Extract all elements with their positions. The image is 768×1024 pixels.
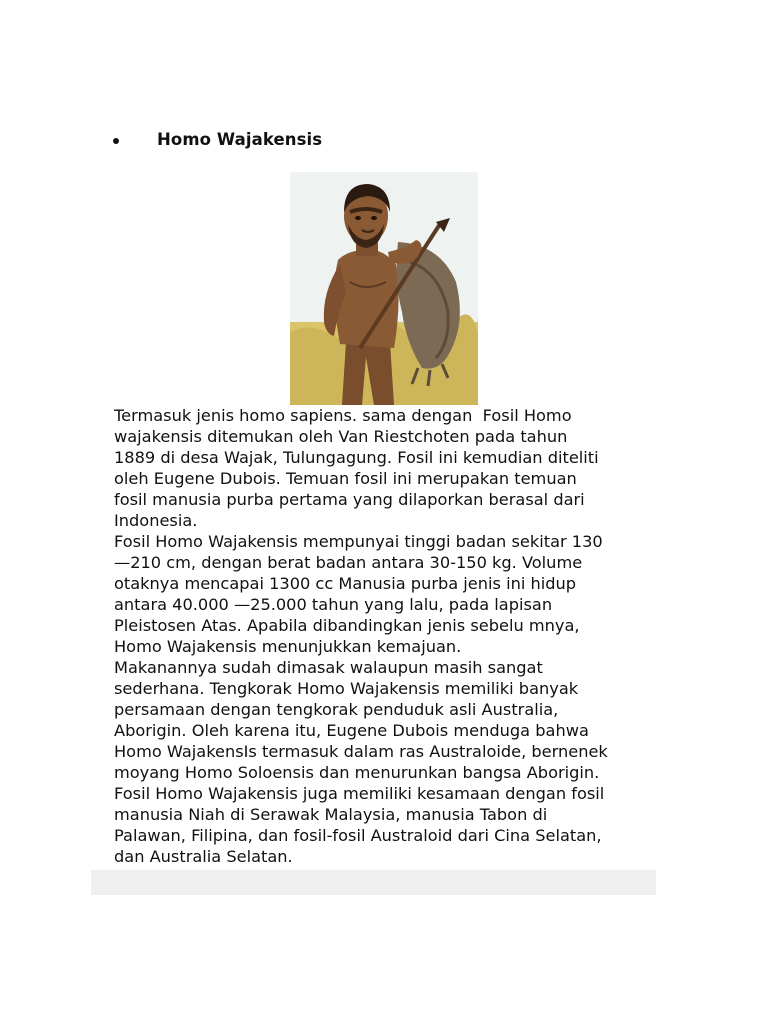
footer-band bbox=[91, 870, 656, 895]
figure-torso bbox=[334, 250, 398, 348]
section-heading: Homo Wajakensis bbox=[157, 129, 323, 149]
homo-wajakensis-illustration bbox=[290, 172, 478, 405]
bullet-icon bbox=[113, 138, 119, 144]
heading-list-item bbox=[113, 127, 322, 151]
body-paragraph: Termasuk jenis homo sapiens. sama dengan Fosil Homo wajakensis ditemukan oleh Van Riestchoten pada tahun 1889 di desa Wajak, Tulungagung. Fosil ini kemudian diteliti oleh Eugene Dubois. Temuan fosil ini merupakan temuan fosil manusia purba pertama yang dilaporkan berasal dari Indonesia. Fosil Homo Wajakensis mempunyai tinggi badan sekitar 130 —210 cm, dengan berat badan antara 30-150 kg. Volume otaknya mencapai 1300 cc Manusia purba jenis ini hidup antara 40.000 —25.000 tahun yang lalu, pada lapisan Pleistosen Atas. Apabila dibandingkan jenis sebelu mnya, Homo Wajakensis menunjukkan kemajuan. Makanannya sudah dimasak walaupun masih sangat sederhana. Tengkorak Homo Wajakensis memiliki banyak persamaan dengan tengkorak penduduk asli Australia, Aborigin. Oleh karena itu, Eugene Dubois menduga bahwa Homo WajakensIs termasuk dalam ras Australoide, bernenek moyang Homo Soloensis dan menurunkan bangsa Aborigin. Fosil Homo Wajakensis juga memiliki kesamaan dengan fosil manusia Niah di Serawak Malaysia, manusia Tabon di Palawan, Filipina, dan fosil-fosil Australoid dari Cina Selatan, dan Australia Selatan. bbox=[114, 406, 608, 866]
